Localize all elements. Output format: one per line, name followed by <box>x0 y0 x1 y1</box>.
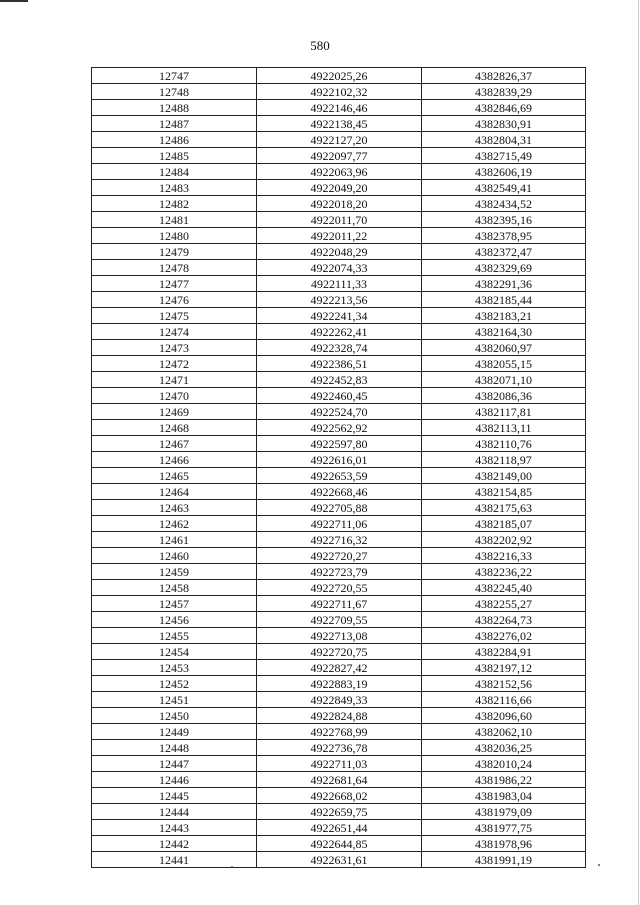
table-row <box>92 292 586 308</box>
point-number-cell: 12453 <box>92 660 257 676</box>
y-coordinate-cell: 4382110,76 <box>422 436 586 452</box>
y-coordinate-cell: 4381978,96 <box>422 836 586 852</box>
y-coordinate-cell: 4382071,10 <box>422 372 586 388</box>
point-number-cell: 12445 <box>92 788 257 804</box>
point-number-cell: 12441 <box>92 852 257 868</box>
y-coordinate-cell: 4382086,36 <box>422 388 586 404</box>
x-coordinate-cell: 4922127,20 <box>257 132 422 148</box>
y-coordinate-cell: 4382329,69 <box>422 260 586 276</box>
point-number-cell: 12451 <box>92 692 257 708</box>
y-coordinate-cell: 4382291,36 <box>422 276 586 292</box>
point-number-cell: 12458 <box>92 580 257 596</box>
x-coordinate-cell: 4922653,59 <box>257 468 422 484</box>
x-coordinate-cell: 4922711,67 <box>257 596 422 612</box>
x-coordinate-cell: 4922720,55 <box>257 580 422 596</box>
y-coordinate-cell: 4381983,04 <box>422 788 586 804</box>
point-number-cell: 12462 <box>92 516 257 532</box>
x-coordinate-cell: 4922063,96 <box>257 164 422 180</box>
y-coordinate-cell: 4382118,97 <box>422 452 586 468</box>
point-number-cell: 12486 <box>92 132 257 148</box>
table-row <box>92 772 586 788</box>
x-coordinate-cell: 4922074,33 <box>257 260 422 276</box>
point-number-cell: 12473 <box>92 340 257 356</box>
y-coordinate-cell: 4382804,31 <box>422 132 586 148</box>
point-number-cell: 12478 <box>92 260 257 276</box>
x-coordinate-cell: 4922597,80 <box>257 436 422 452</box>
y-coordinate-cell: 4382113,11 <box>422 420 586 436</box>
table-row <box>92 372 586 388</box>
point-number-cell: 12452 <box>92 676 257 692</box>
table-row <box>92 100 586 116</box>
table-row <box>92 564 586 580</box>
y-coordinate-cell: 4382826,37 <box>422 68 586 84</box>
table-row <box>92 324 586 340</box>
table-row <box>92 308 586 324</box>
x-coordinate-cell: 4922736,78 <box>257 740 422 756</box>
point-number-cell: 12457 <box>92 596 257 612</box>
point-number-cell: 12461 <box>92 532 257 548</box>
x-coordinate-cell: 4922262,41 <box>257 324 422 340</box>
x-coordinate-cell: 4922659,75 <box>257 804 422 820</box>
y-coordinate-cell: 4382846,69 <box>422 100 586 116</box>
y-coordinate-cell: 4382096,60 <box>422 708 586 724</box>
point-number-cell: 12474 <box>92 324 257 340</box>
x-coordinate-cell: 4922524,70 <box>257 404 422 420</box>
x-coordinate-cell: 4922616,01 <box>257 452 422 468</box>
x-coordinate-cell: 4922716,32 <box>257 532 422 548</box>
x-coordinate-cell: 4922709,55 <box>257 612 422 628</box>
scan-edge-mark <box>0 0 28 2</box>
x-coordinate-cell: 4922668,46 <box>257 484 422 500</box>
point-number-cell: 12477 <box>92 276 257 292</box>
x-coordinate-cell: 4922849,33 <box>257 692 422 708</box>
x-coordinate-cell: 4922720,27 <box>257 548 422 564</box>
y-coordinate-cell: 4382183,21 <box>422 308 586 324</box>
x-coordinate-cell: 4922713,08 <box>257 628 422 644</box>
y-coordinate-cell: 4382197,12 <box>422 660 586 676</box>
point-number-cell: 12466 <box>92 452 257 468</box>
point-number-cell: 12450 <box>92 708 257 724</box>
x-coordinate-cell: 4922049,20 <box>257 180 422 196</box>
coordinates-table <box>91 67 586 868</box>
table-row <box>92 260 586 276</box>
point-number-cell: 12444 <box>92 804 257 820</box>
x-coordinate-cell: 4922018,20 <box>257 196 422 212</box>
table-row <box>92 68 586 84</box>
y-coordinate-cell: 4382185,07 <box>422 516 586 532</box>
x-coordinate-cell: 4922631,61 <box>257 852 422 868</box>
x-coordinate-cell: 4922883,19 <box>257 676 422 692</box>
table-row <box>92 452 586 468</box>
table-row <box>92 180 586 196</box>
table-row <box>92 148 586 164</box>
y-coordinate-cell: 4382245,40 <box>422 580 586 596</box>
point-number-cell: 12487 <box>92 116 257 132</box>
x-coordinate-cell: 4922241,34 <box>257 308 422 324</box>
x-coordinate-cell: 4922705,88 <box>257 500 422 516</box>
table-row <box>92 244 586 260</box>
x-coordinate-cell: 4922097,77 <box>257 148 422 164</box>
y-coordinate-cell: 4381979,09 <box>422 804 586 820</box>
y-coordinate-cell: 4382036,25 <box>422 740 586 756</box>
y-coordinate-cell: 4382175,63 <box>422 500 586 516</box>
table-row <box>92 500 586 516</box>
point-number-cell: 12463 <box>92 500 257 516</box>
y-coordinate-cell: 4382276,02 <box>422 628 586 644</box>
y-coordinate-cell: 4382255,27 <box>422 596 586 612</box>
x-coordinate-cell: 4922651,44 <box>257 820 422 836</box>
x-coordinate-cell: 4922711,06 <box>257 516 422 532</box>
scan-speck <box>598 864 600 866</box>
table-row <box>92 532 586 548</box>
point-number-cell: 12455 <box>92 628 257 644</box>
x-coordinate-cell: 4922102,32 <box>257 84 422 100</box>
point-number-cell: 12472 <box>92 356 257 372</box>
table-row <box>92 596 586 612</box>
point-number-cell: 12460 <box>92 548 257 564</box>
table-row <box>92 804 586 820</box>
y-coordinate-cell: 4382236,22 <box>422 564 586 580</box>
y-coordinate-cell: 4382062,10 <box>422 724 586 740</box>
point-number-cell: 12481 <box>92 212 257 228</box>
table-row <box>92 228 586 244</box>
point-number-cell: 12443 <box>92 820 257 836</box>
page-number: 580 <box>310 38 330 53</box>
y-coordinate-cell: 4382055,15 <box>422 356 586 372</box>
y-coordinate-cell: 4382060,97 <box>422 340 586 356</box>
table-row <box>92 276 586 292</box>
x-coordinate-cell: 4922460,45 <box>257 388 422 404</box>
y-coordinate-cell: 4382549,41 <box>422 180 586 196</box>
table-row <box>92 436 586 452</box>
table-row <box>92 516 586 532</box>
coordinates-table-body <box>92 68 586 868</box>
table-row <box>92 676 586 692</box>
table-row <box>92 580 586 596</box>
x-coordinate-cell: 4922827,42 <box>257 660 422 676</box>
x-coordinate-cell: 4922328,74 <box>257 340 422 356</box>
point-number-cell: 12446 <box>92 772 257 788</box>
point-number-cell: 12747 <box>92 68 257 84</box>
table-row <box>92 788 586 804</box>
table-row <box>92 132 586 148</box>
point-number-cell: 12479 <box>92 244 257 260</box>
y-coordinate-cell: 4382839,29 <box>422 84 586 100</box>
x-coordinate-cell: 4922025,26 <box>257 68 422 84</box>
table-row <box>92 708 586 724</box>
x-coordinate-cell: 4922146,46 <box>257 100 422 116</box>
y-coordinate-cell: 4381986,22 <box>422 772 586 788</box>
table-row <box>92 852 586 868</box>
y-coordinate-cell: 4382185,44 <box>422 292 586 308</box>
x-coordinate-cell: 4922668,02 <box>257 788 422 804</box>
point-number-cell: 12447 <box>92 756 257 772</box>
table-row <box>92 196 586 212</box>
y-coordinate-cell: 4382149,00 <box>422 468 586 484</box>
table-row <box>92 820 586 836</box>
y-coordinate-cell: 4382152,56 <box>422 676 586 692</box>
x-coordinate-cell: 4922048,29 <box>257 244 422 260</box>
y-coordinate-cell: 4382606,19 <box>422 164 586 180</box>
point-number-cell: 12476 <box>92 292 257 308</box>
x-coordinate-cell: 4922452,83 <box>257 372 422 388</box>
point-number-cell: 12748 <box>92 84 257 100</box>
x-coordinate-cell: 4922644,85 <box>257 836 422 852</box>
point-number-cell: 12468 <box>92 420 257 436</box>
y-coordinate-cell: 4382216,33 <box>422 548 586 564</box>
point-number-cell: 12469 <box>92 404 257 420</box>
table-row <box>92 628 586 644</box>
x-coordinate-cell: 4922681,64 <box>257 772 422 788</box>
x-coordinate-cell: 4922213,56 <box>257 292 422 308</box>
y-coordinate-cell: 4382715,49 <box>422 148 586 164</box>
point-number-cell: 12471 <box>92 372 257 388</box>
table-row <box>92 724 586 740</box>
y-coordinate-cell: 4382395,16 <box>422 212 586 228</box>
y-coordinate-cell: 4382264,73 <box>422 612 586 628</box>
table-row <box>92 756 586 772</box>
point-number-cell: 12464 <box>92 484 257 500</box>
y-coordinate-cell: 4382164,30 <box>422 324 586 340</box>
point-number-cell: 12454 <box>92 644 257 660</box>
y-coordinate-cell: 4382154,85 <box>422 484 586 500</box>
y-coordinate-cell: 4382010,24 <box>422 756 586 772</box>
point-number-cell: 12485 <box>92 148 257 164</box>
table-row <box>92 548 586 564</box>
point-number-cell: 12488 <box>92 100 257 116</box>
table-row <box>92 388 586 404</box>
point-number-cell: 12480 <box>92 228 257 244</box>
table-row <box>92 836 586 852</box>
table-row <box>92 212 586 228</box>
point-number-cell: 12467 <box>92 436 257 452</box>
y-coordinate-cell: 4382378,95 <box>422 228 586 244</box>
x-coordinate-cell: 4922711,03 <box>257 756 422 772</box>
point-number-cell: 12483 <box>92 180 257 196</box>
table-row <box>92 612 586 628</box>
x-coordinate-cell: 4922720,75 <box>257 644 422 660</box>
x-coordinate-cell: 4922562,92 <box>257 420 422 436</box>
point-number-cell: 12448 <box>92 740 257 756</box>
y-coordinate-cell: 4382117,81 <box>422 404 586 420</box>
table-row <box>92 356 586 372</box>
table-row <box>92 660 586 676</box>
table-row <box>92 468 586 484</box>
table-row <box>92 340 586 356</box>
x-coordinate-cell: 4922723,79 <box>257 564 422 580</box>
x-coordinate-cell: 4922768,99 <box>257 724 422 740</box>
point-number-cell: 12449 <box>92 724 257 740</box>
point-number-cell: 12482 <box>92 196 257 212</box>
x-coordinate-cell: 4922111,33 <box>257 276 422 292</box>
y-coordinate-cell: 4382830,91 <box>422 116 586 132</box>
point-number-cell: 12475 <box>92 308 257 324</box>
point-number-cell: 12470 <box>92 388 257 404</box>
table-row <box>92 644 586 660</box>
table-row <box>92 84 586 100</box>
scan-speck <box>231 866 233 868</box>
y-coordinate-cell: 4382372,47 <box>422 244 586 260</box>
x-coordinate-cell: 4922011,22 <box>257 228 422 244</box>
table-row <box>92 740 586 756</box>
table-row <box>92 420 586 436</box>
table-row <box>92 484 586 500</box>
scan-edge-line <box>638 0 639 905</box>
y-coordinate-cell: 4382116,66 <box>422 692 586 708</box>
table-row <box>92 116 586 132</box>
x-coordinate-cell: 4922824,88 <box>257 708 422 724</box>
table-row <box>92 164 586 180</box>
x-coordinate-cell: 4922386,51 <box>257 356 422 372</box>
x-coordinate-cell: 4922138,45 <box>257 116 422 132</box>
table-row <box>92 692 586 708</box>
y-coordinate-cell: 4381977,75 <box>422 820 586 836</box>
point-number-cell: 12456 <box>92 612 257 628</box>
y-coordinate-cell: 4382284,91 <box>422 644 586 660</box>
point-number-cell: 12465 <box>92 468 257 484</box>
y-coordinate-cell: 4382434,52 <box>422 196 586 212</box>
point-number-cell: 12484 <box>92 164 257 180</box>
y-coordinate-cell: 4382202,92 <box>422 532 586 548</box>
x-coordinate-cell: 4922011,70 <box>257 212 422 228</box>
point-number-cell: 12459 <box>92 564 257 580</box>
point-number-cell: 12442 <box>92 836 257 852</box>
y-coordinate-cell: 4381991,19 <box>422 852 586 868</box>
table-row <box>92 404 586 420</box>
